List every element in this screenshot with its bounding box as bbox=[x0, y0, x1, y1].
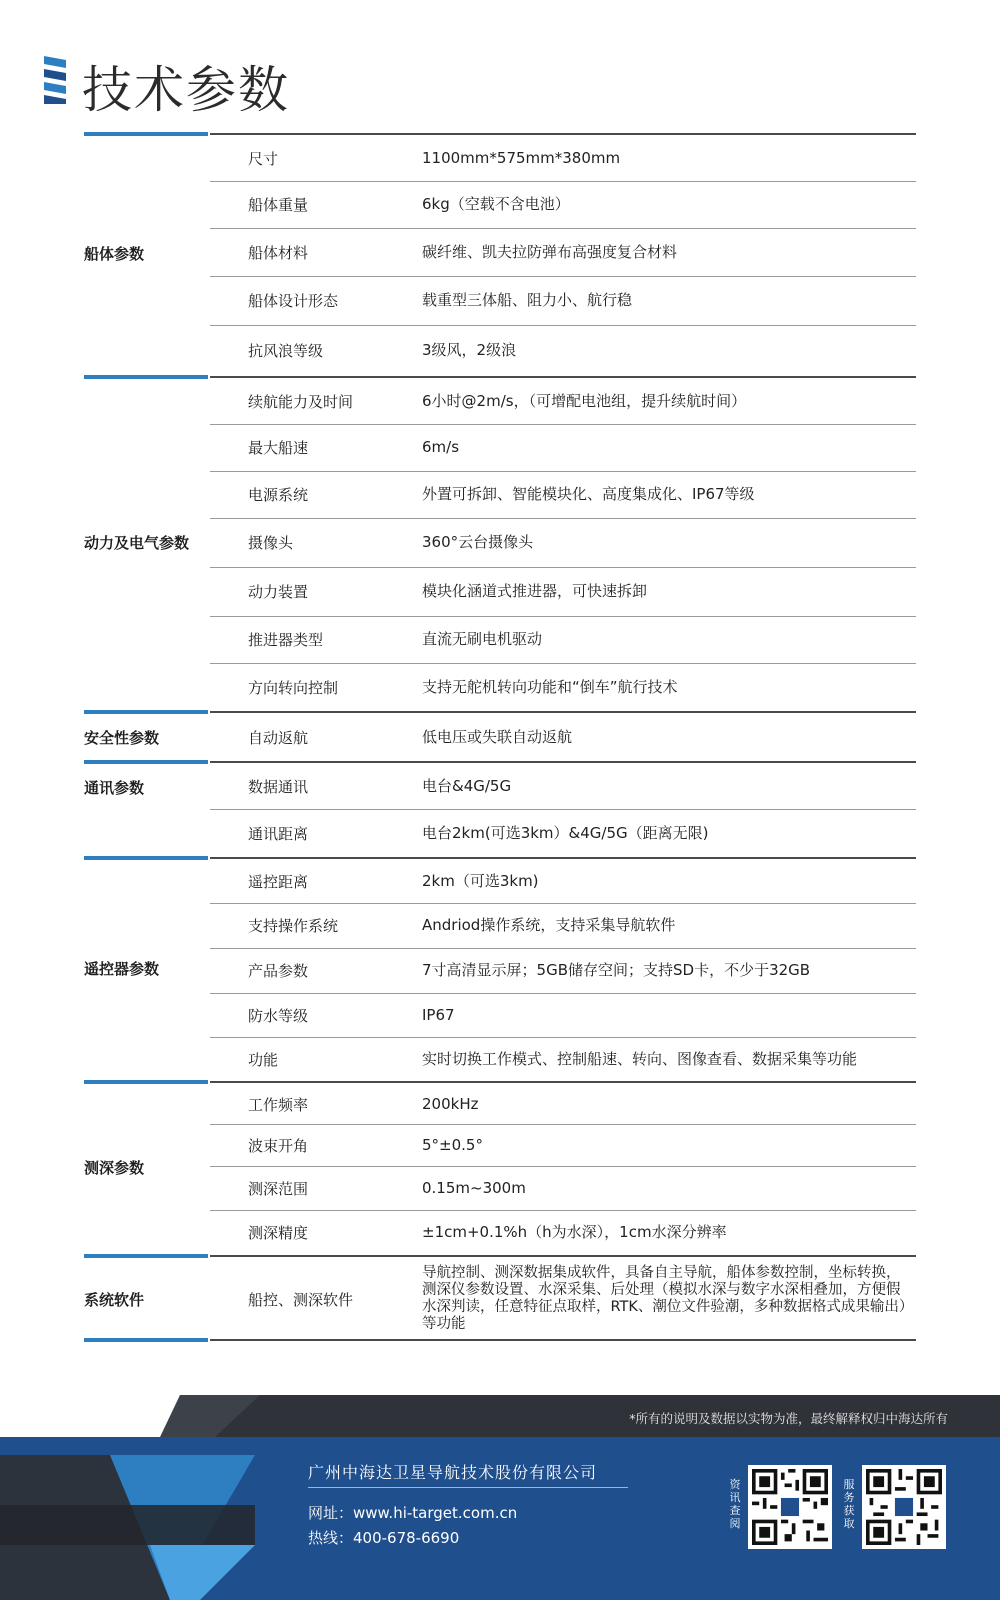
spec-row bbox=[84, 568, 916, 615]
spec-row bbox=[84, 1167, 916, 1210]
spec-param: 方向转向控制 bbox=[248, 678, 339, 697]
spec-param: 船体材料 bbox=[248, 243, 309, 262]
spec-row bbox=[84, 326, 916, 375]
spec-row bbox=[84, 425, 916, 470]
spec-row bbox=[84, 1084, 916, 1124]
spec-value: 200kHz bbox=[422, 1094, 479, 1113]
spec-row bbox=[84, 617, 916, 662]
spec-param: 功能 bbox=[248, 1050, 279, 1069]
spec-value: 载重型三体船、阻力小、航行稳 bbox=[422, 291, 633, 309]
spec-value: 支持无舵机转向功能和“倒车”航行技术 bbox=[422, 677, 678, 696]
spec-row bbox=[84, 1038, 916, 1080]
spec-param: 推进器类型 bbox=[248, 631, 324, 649]
spec-value: 电台&4G/5G bbox=[422, 776, 512, 795]
spec-param: 船控、测深软件 bbox=[248, 1290, 354, 1309]
section-divider bbox=[210, 1081, 916, 1083]
spec-row bbox=[84, 860, 916, 902]
spec-value: 6kg（空载不含电池） bbox=[422, 194, 570, 213]
page-title: 技术参数 bbox=[82, 61, 290, 119]
section-title: 安全性参数 bbox=[84, 728, 160, 747]
stacked-bars-logo-icon bbox=[44, 56, 66, 104]
spec-row bbox=[84, 714, 916, 760]
section-title: 通讯参数 bbox=[84, 778, 145, 797]
spec-section bbox=[84, 375, 916, 710]
section-accent-bar bbox=[84, 1338, 208, 1342]
qr-code-info[interactable] bbox=[748, 1465, 832, 1549]
spec-param: 测深范围 bbox=[248, 1180, 309, 1198]
spec-param: 续航能力及时间 bbox=[248, 392, 354, 411]
section-divider bbox=[210, 761, 916, 763]
spec-param: 波束开角 bbox=[248, 1137, 309, 1155]
spec-row bbox=[84, 904, 916, 947]
spec-row bbox=[84, 1125, 916, 1166]
spec-param: 船体重量 bbox=[248, 195, 309, 214]
spec-param: 支持操作系统 bbox=[248, 917, 339, 935]
section-divider bbox=[210, 376, 916, 378]
spec-param: 自动返航 bbox=[248, 728, 309, 747]
spec-row bbox=[84, 810, 916, 856]
section-divider bbox=[210, 711, 916, 713]
spec-row bbox=[84, 472, 916, 517]
spec-value: 2km（可选3km) bbox=[422, 871, 539, 890]
spec-value: 低电压或失联自动返航 bbox=[422, 727, 573, 746]
spec-value: 0.15m~300m bbox=[422, 1179, 526, 1197]
company-divider bbox=[308, 1487, 628, 1488]
website-link[interactable]: 网址：www.hi-target.com.cn bbox=[308, 1504, 518, 1522]
disclaimer-text: *所有的说明及数据以实物为准，最终解释权归中海达所有 bbox=[629, 1411, 948, 1426]
spec-param: 最大船速 bbox=[248, 439, 309, 457]
spec-value: 模块化涵道式推进器，可快速拆卸 bbox=[422, 582, 648, 600]
spec-row bbox=[84, 949, 916, 992]
spec-value: 电台2km(可选3km）&4G/5G（距离无限) bbox=[422, 823, 709, 842]
spec-value: 外置可拆卸、智能模块化、高度集成化、IP67等级 bbox=[422, 485, 755, 503]
spec-param: 电源系统 bbox=[248, 486, 309, 504]
qr1-label: 资讯查阅 bbox=[729, 1478, 741, 1530]
spec-param: 动力装置 bbox=[248, 583, 309, 601]
spec-value: 5°±0.5° bbox=[422, 1136, 483, 1154]
spec-value: 导航控制、测深数据集成软件，具备自主导航，船体参数控制，坐标转换，测深仪参数设置、水深采集、后处理（模拟水深与数字水深相叠加，方便假水深判读，任意特征点取样，RTK、潮位文件验潮，多种数据格式成果输出）等功能 bbox=[422, 1265, 907, 1332]
company-name: 广州中海达卫星导航技术股份有限公司 bbox=[308, 1463, 598, 1482]
qr-code-service[interactable] bbox=[862, 1465, 946, 1549]
spec-value: 6m/s bbox=[422, 438, 460, 456]
spec-value: 实时切换工作模式、控制船速、转向、图像查看、数据采集等功能 bbox=[422, 1049, 858, 1068]
section-title: 遥控器参数 bbox=[84, 959, 160, 978]
spec-section bbox=[84, 856, 916, 1080]
section-title: 船体参数 bbox=[84, 245, 145, 263]
spec-row bbox=[84, 229, 916, 275]
spec-value: Andriod操作系统，支持采集导航软件 bbox=[422, 916, 676, 934]
section-title: 测深参数 bbox=[84, 1158, 145, 1177]
spec-value: 碳纤维、凯夫拉防弹布高强度复合材料 bbox=[422, 242, 678, 261]
spec-section bbox=[84, 1080, 916, 1254]
section-title: 动力及电气参数 bbox=[84, 534, 190, 552]
spec-section bbox=[84, 1254, 916, 1340]
spec-section bbox=[84, 760, 916, 856]
spec-value: 3级风，2级浪 bbox=[422, 341, 517, 359]
spec-row bbox=[84, 379, 916, 423]
spec-row bbox=[84, 994, 916, 1036]
spec-param: 测深精度 bbox=[248, 1224, 309, 1242]
spec-value: 1100mm*575mm*380mm bbox=[422, 148, 621, 167]
hotline-text: 热线：400-678-6690 bbox=[308, 1529, 460, 1547]
spec-param: 数据通讯 bbox=[248, 777, 309, 796]
section-title: 系统软件 bbox=[84, 1290, 145, 1309]
spec-param: 通讯距离 bbox=[248, 824, 309, 843]
spec-param: 船体设计形态 bbox=[248, 292, 339, 310]
qr-code-icon bbox=[752, 1469, 828, 1545]
spec-value: 360°云台摄像头 bbox=[422, 533, 534, 551]
spec-value: 7寸高清显示屏；5GB储存空间；支持SD卡，不少于32GB bbox=[422, 961, 811, 979]
qr2-label: 服务获取 bbox=[843, 1478, 855, 1530]
section-divider bbox=[210, 133, 916, 135]
spec-section bbox=[84, 132, 916, 375]
spec-param: 抗风浪等级 bbox=[248, 342, 324, 360]
spec-param: 尺寸 bbox=[248, 149, 279, 168]
spec-row bbox=[84, 519, 916, 566]
spec-param: 产品参数 bbox=[248, 962, 309, 980]
spec-row bbox=[84, 136, 916, 180]
spec-row bbox=[84, 664, 916, 710]
spec-param: 摄像头 bbox=[248, 534, 294, 552]
spec-section bbox=[84, 710, 916, 760]
spec-row bbox=[84, 1258, 916, 1340]
spec-param: 工作频率 bbox=[248, 1095, 309, 1114]
spec-value: 6小时@2m/s，（可增配电池组，提升续航时间） bbox=[422, 391, 747, 410]
spec-row bbox=[84, 1211, 916, 1254]
spec-row bbox=[84, 277, 916, 324]
section-divider bbox=[210, 1339, 916, 1341]
spec-row bbox=[84, 764, 916, 808]
spec-value: ±1cm+0.1%h（h为水深），1cm水深分辨率 bbox=[422, 1223, 727, 1241]
section-divider bbox=[210, 1255, 916, 1257]
qr-code-icon bbox=[866, 1469, 942, 1545]
section-divider bbox=[210, 857, 916, 859]
spec-value: IP67 bbox=[422, 1005, 455, 1024]
spec-param: 遥控距离 bbox=[248, 872, 309, 891]
spec-row bbox=[84, 182, 916, 226]
spec-value: 直流无刷电机驱动 bbox=[422, 630, 543, 648]
spec-param: 防水等级 bbox=[248, 1006, 309, 1025]
